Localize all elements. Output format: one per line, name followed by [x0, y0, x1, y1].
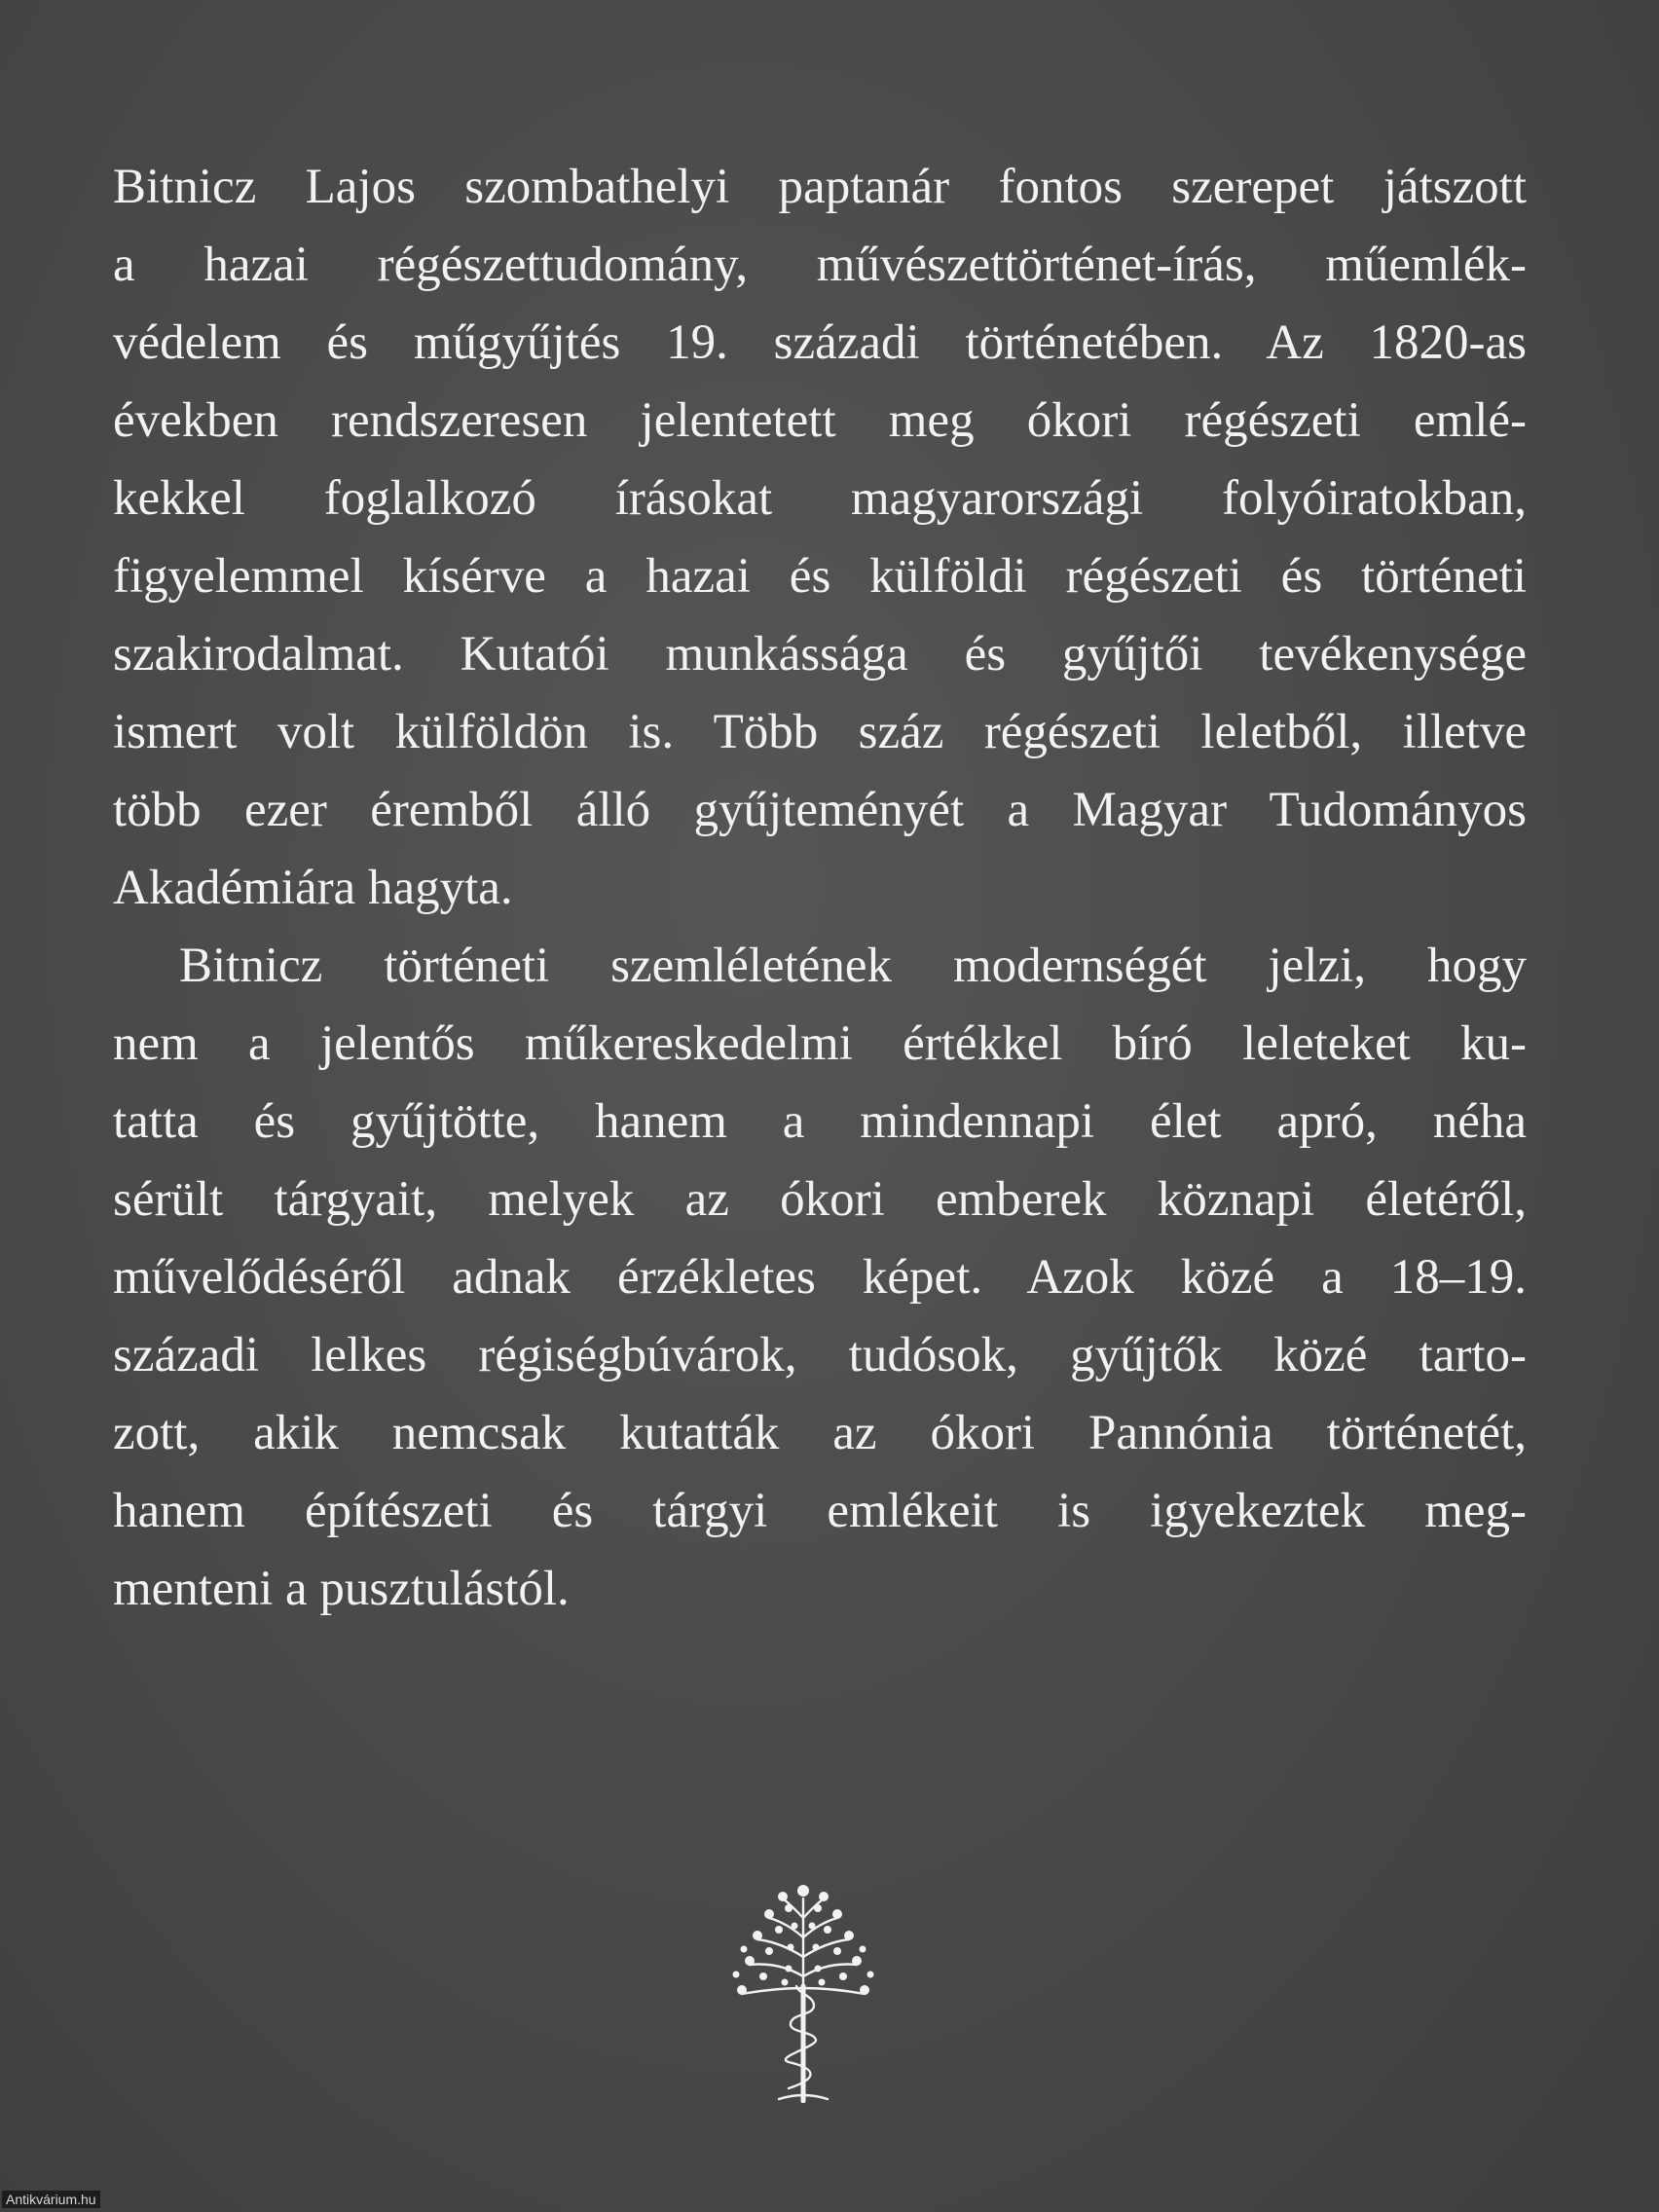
text-line: zott, akik nemcsak kutatták az ókori Pannónia történetét,: [113, 1406, 1527, 1460]
text-line: sérült tárgyait, melyek az ókori emberek köznapi életéről,: [113, 1172, 1527, 1227]
blurb-text: [113, 148, 1527, 1628]
paragraph-2: [113, 927, 1527, 1628]
text-line: századi lelkes régiségbúvárok, tudósok, gyűjtők közé tarto-: [113, 1328, 1527, 1382]
text-line: védelem és műgyűjtés 19. századi történetében. Az 1820-as: [113, 315, 1527, 370]
text-line: nem a jelentős műkereskedelmi értékkel bíró leleteket ku-: [113, 1016, 1527, 1071]
text-line: szakirodalmat. Kutatói munkássága és gyűjtői tevékenysége: [113, 627, 1527, 682]
text-line: Bitnicz történeti szemléletének modernségét jelzi, hogy: [179, 939, 1527, 993]
text-line: hanem építészeti és tárgyi emlékeit is igyekeztek meg-: [113, 1484, 1527, 1538]
text-line: Akadémiára hagyta.: [113, 861, 513, 915]
paragraph-1: [113, 148, 1527, 927]
text-line: ismert volt külföldön is. Több száz régészeti leletből, illetve: [113, 705, 1527, 759]
text-line: Bitnicz Lajos szombathelyi paptanár fontos szerepet játszott: [113, 160, 1527, 214]
text-line: művelődéséről adnak érzékletes képet. Azok közé a 18–19.: [113, 1250, 1527, 1305]
text-line: években rendszeresen jelentetett meg ókori régészeti emlé-: [113, 393, 1527, 448]
text-line: tatta és gyűjtötte, hanem a mindennapi élet apró, néha: [113, 1094, 1527, 1149]
text-line: több ezer éremből álló gyűjteményét a Magyar Tudományos: [113, 783, 1527, 837]
text-line: a hazai régészettudomány, művészettörténet-írás, műemlék-: [113, 238, 1527, 292]
tree-of-life-with-serpent-icon: [720, 1879, 886, 2103]
text-line: kekkel foglalkozó írásokat magyarországi folyóiratokban,: [113, 471, 1527, 526]
text-line: menteni a pusztulástól.: [113, 1562, 570, 1616]
watermark-label: Antikvárium.hu: [2, 2191, 100, 2208]
text-line: figyelemmel kísérve a hazai és külföldi régészeti és történeti: [113, 549, 1527, 604]
